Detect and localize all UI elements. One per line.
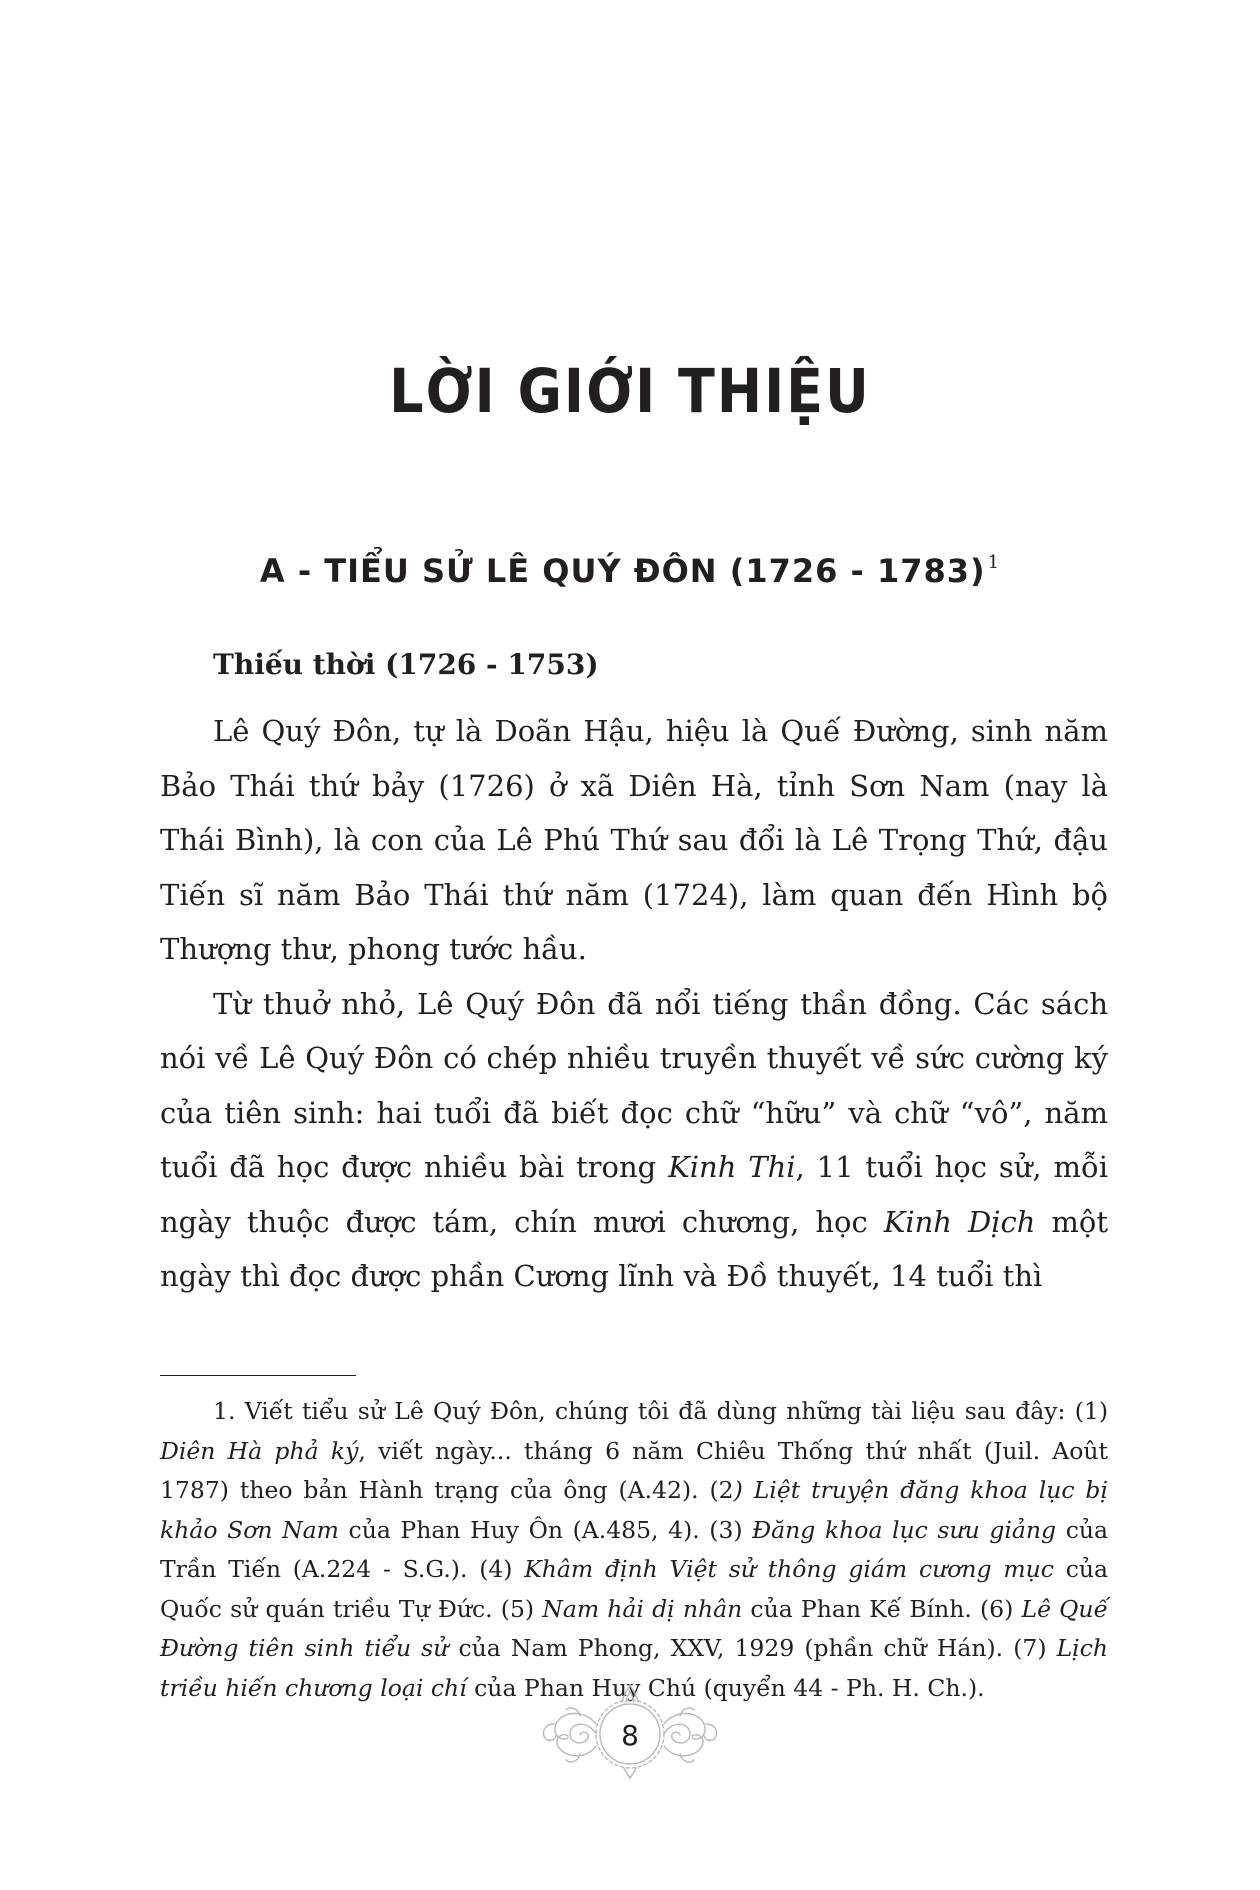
footnote-divider [160, 1375, 356, 1376]
book-title-kinh-dich: Kinh Dịch [883, 1204, 1036, 1239]
footnote-title-6: Lê Quế Đường tiên sinh tiểu sử [160, 1594, 1109, 1662]
footnotes [160, 1392, 1108, 1708]
footnote-text-3: của Phan Huy Ôn (A.485, 4). (3) [338, 1515, 753, 1544]
footnote-title-3: Đăng khoa lục sưu giảng [752, 1515, 1057, 1544]
footnote-title-2: ) Liệt truyện đăng khoa lục bị khảo Sơn Nam [160, 1476, 1108, 1544]
footnote-text-4: của Trần Tiến (A.224 - S.G.). (4) [160, 1515, 1109, 1583]
footnote-title-4: Khâm định Việt sử thông giám cương mục [524, 1555, 1054, 1583]
subheading: Thiếu thời (1726 - 1753) [213, 648, 599, 681]
paragraph-2-text-1: Từ thuở nhỏ, Lê Quý Đôn đã nổi tiếng thần đồng. Các sách nói về Lê Quý Đôn có chép nhiều truyền thuyết về sức cường ký của tiên sinh: hai tuổi đã biết đọc chữ “hữu” và chữ “vô”, năm tuổi đã học được nhiều bài trong [160, 986, 1108, 1184]
footnote-text-1: 1. Viết tiểu sử Lê Quý Đôn, chúng tôi đã dùng những tài liệu sau đây: (1) [213, 1397, 1108, 1425]
chapter-title: LỜI GIỚI THIỆU [389, 356, 871, 427]
body-text [160, 704, 1108, 1304]
footnote-title-5: Nam hải dị nhân [542, 1594, 743, 1623]
book-title-kinh-thi: Kinh Thi [668, 1150, 796, 1184]
paragraph-1: Lê Quý Đôn, tự là Doãn Hậu, hiệu là Quế Đường, sinh năm Bảo Thái thứ bảy (1726) ở xã Diên Hà, tỉnh Sơn Nam (nay là Thái Bình), là con của Lê Phú Thứ sau đổi là Lê Trọng Thứ, đậu Tiến sĩ năm Bảo Thái thứ năm (1724), làm quan đến Hình bộ Thượng thư, phong tước hầu. [160, 714, 1108, 966]
footnote-title-1: Diên Hà phả ký [160, 1436, 359, 1465]
footnote-text-2: , viết ngày... tháng 6 năm Chiêu Thống thứ nhất (Juil. Août 1787) theo bản Hành trạng của ông (A.42). (2 [160, 1436, 1108, 1504]
paragraph-2-text-2: , 11 tuổi học sử, mỗi ngày thuộc được tám, chín mươi chương, học [160, 1150, 1109, 1239]
section-title [0, 552, 1260, 590]
footnote-text-7: của Nam Phong, XXV, 1929 (phần chữ Hán). (7) [448, 1634, 1057, 1662]
section-title-text: A - TIỂU SỬ LÊ QUÝ ĐÔN (1726 - 1783) [259, 552, 986, 590]
page-number: 8 [621, 1719, 639, 1752]
paragraph-2-text-3: một ngày thì đọc được phần Cương lĩnh và Đồ thuyết, 14 tuổi thì [160, 1204, 1108, 1293]
paragraph-2 [160, 977, 1108, 1304]
footnote-text-5: của Quốc sử quán triều Tự Đức. (5) [160, 1555, 1109, 1623]
footnote-title-7: Lịch triều hiến chương loại chí [160, 1634, 1108, 1702]
footnote-1 [160, 1392, 1108, 1708]
footnote-text-6: của Phan Kế Bính. (6) [742, 1594, 1022, 1623]
footnote-reference: 1 [987, 552, 1001, 573]
footnote-text-8: của Phan Huy Chú (quyển 44 - Ph. H. Ch.). [466, 1673, 985, 1702]
